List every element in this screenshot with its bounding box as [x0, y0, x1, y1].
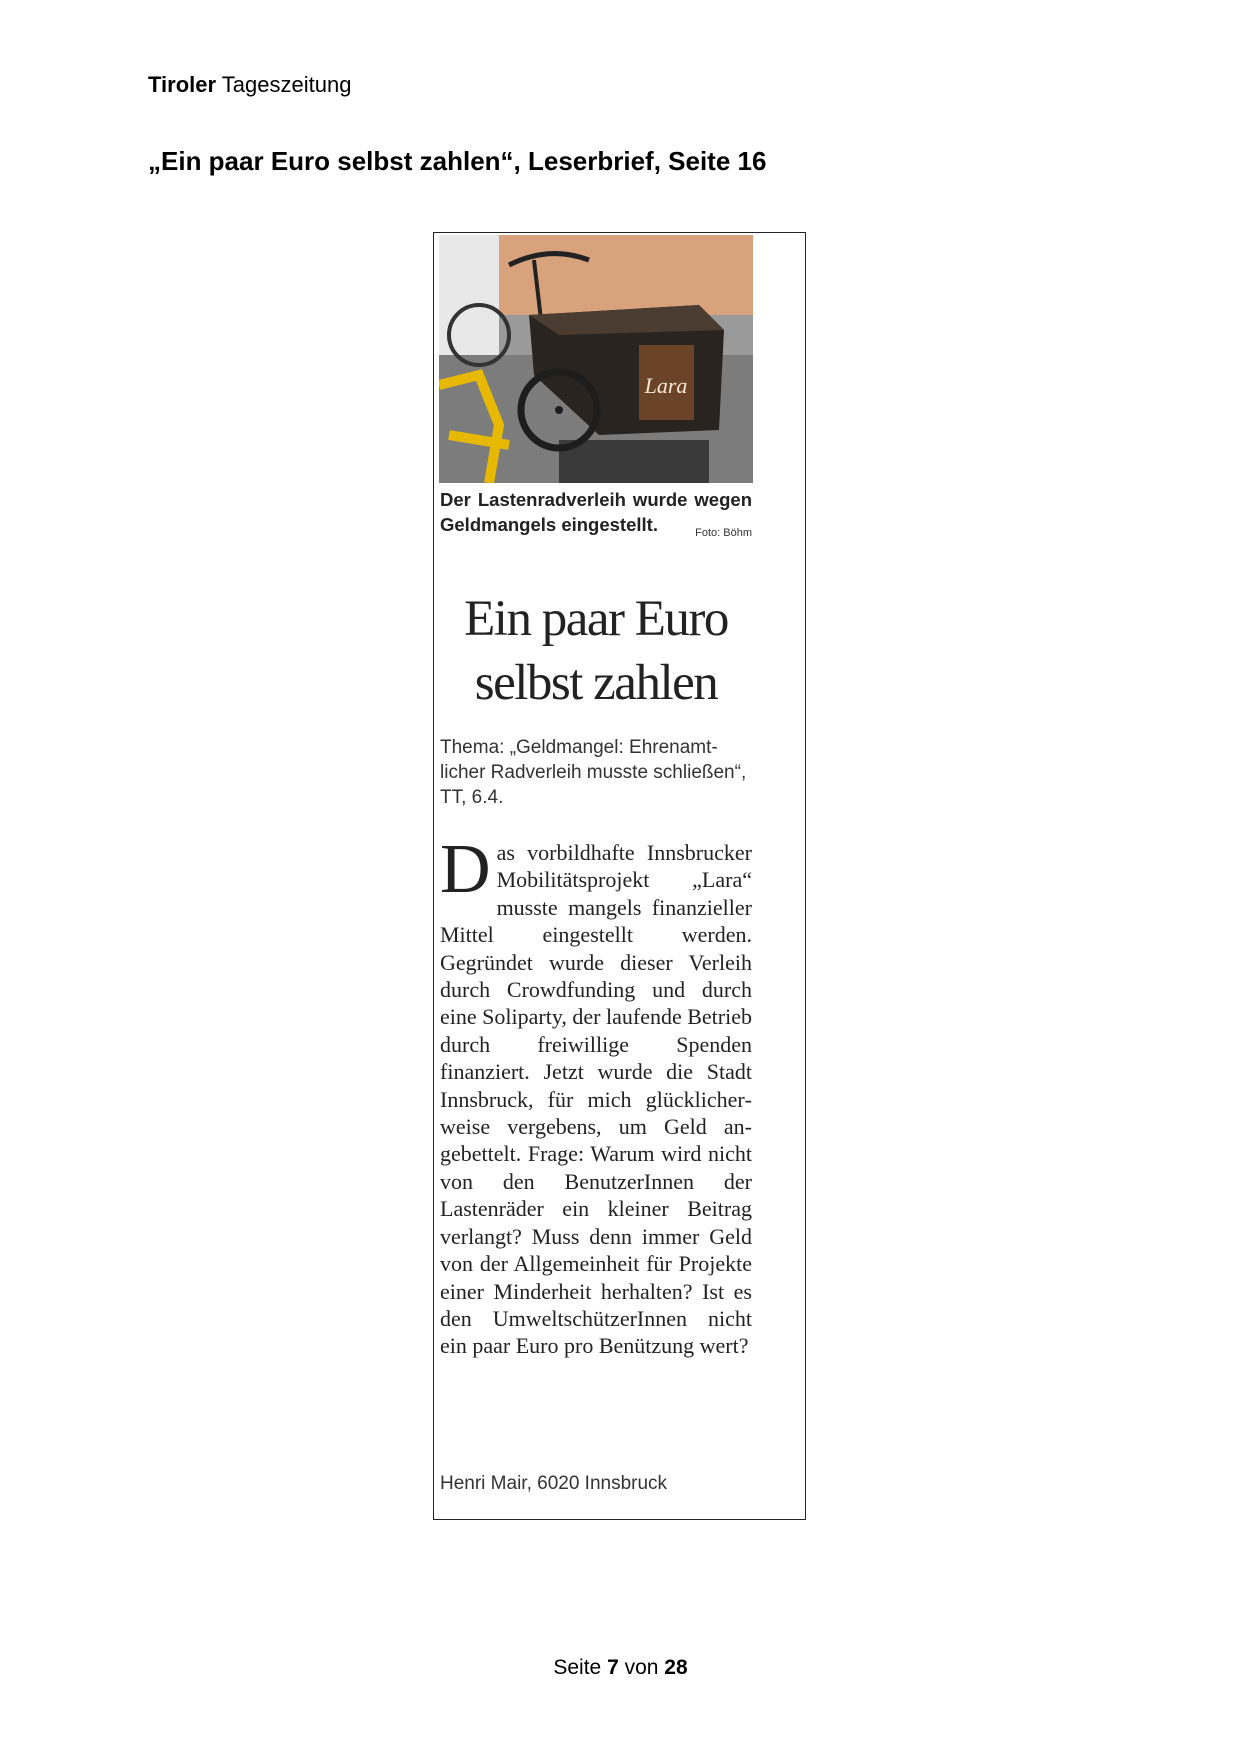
publication-name [148, 72, 351, 98]
article-body-text: as vorbildhafte Innsbrucker Mobilitätsprojekt „Lara“ musste mangels finanzieller Mittel eingestellt werden. Gegründet wurde dieser Verleih durch Crowdfunding und durch eine Soliparty, der laufende Betrieb durch freiwillige Spenden finanziert. Jetzt wurde die Stadt Innsbruck, für mich glücklicherweise vergebens, um Geld angebettelt. Frage: Warum wird nicht von den BenutzerInnen der Lastenräder ein kleiner Beitrag verlangt? Muss denn immer Geld von der Allgemeinheit für Projekte einer Minderheit herhalten? Ist es den UmweltschützerInnen nicht ein paar Euro pro Benützung wert? [440, 840, 752, 1359]
footer-mid: von [624, 1656, 659, 1679]
document-title: „Ein paar Euro selbst zahlen“, Leserbrief, Seite 16 [148, 146, 767, 176]
headline-line-1: Ein paar Euro [464, 591, 728, 647]
publication-name-rest: Tageszeitung [221, 72, 352, 97]
photo-credit: Foto: Böhm [695, 527, 752, 539]
article-body [440, 831, 752, 1360]
headline-line-2: selbst zahlen [474, 655, 718, 711]
footer-prefix: Seite [553, 1656, 602, 1679]
caption-text: Der Lastenradverleih wurde wegen Geldmangels eingestellt. [440, 489, 752, 535]
newspaper-clipping [433, 232, 806, 1520]
publication-name-bold: Tiroler [148, 72, 217, 97]
footer-page-total: 28 [664, 1656, 688, 1679]
article-topic: Thema: „Geldmangel: Ehrenamtlicher Radverleih musste schließen“, TT, 6.4. [440, 737, 747, 808]
letter-author: Henri Mair, 6020 Innsbruck [440, 1473, 668, 1494]
photo-caption [440, 487, 752, 537]
drop-cap: D [440, 831, 491, 908]
footer-page-number: 7 [607, 1656, 619, 1679]
article-headline [440, 587, 752, 715]
page-footer [0, 1656, 1241, 1680]
cargo-bike-photo [439, 235, 753, 483]
photo-logo-text: Lara [644, 373, 688, 398]
